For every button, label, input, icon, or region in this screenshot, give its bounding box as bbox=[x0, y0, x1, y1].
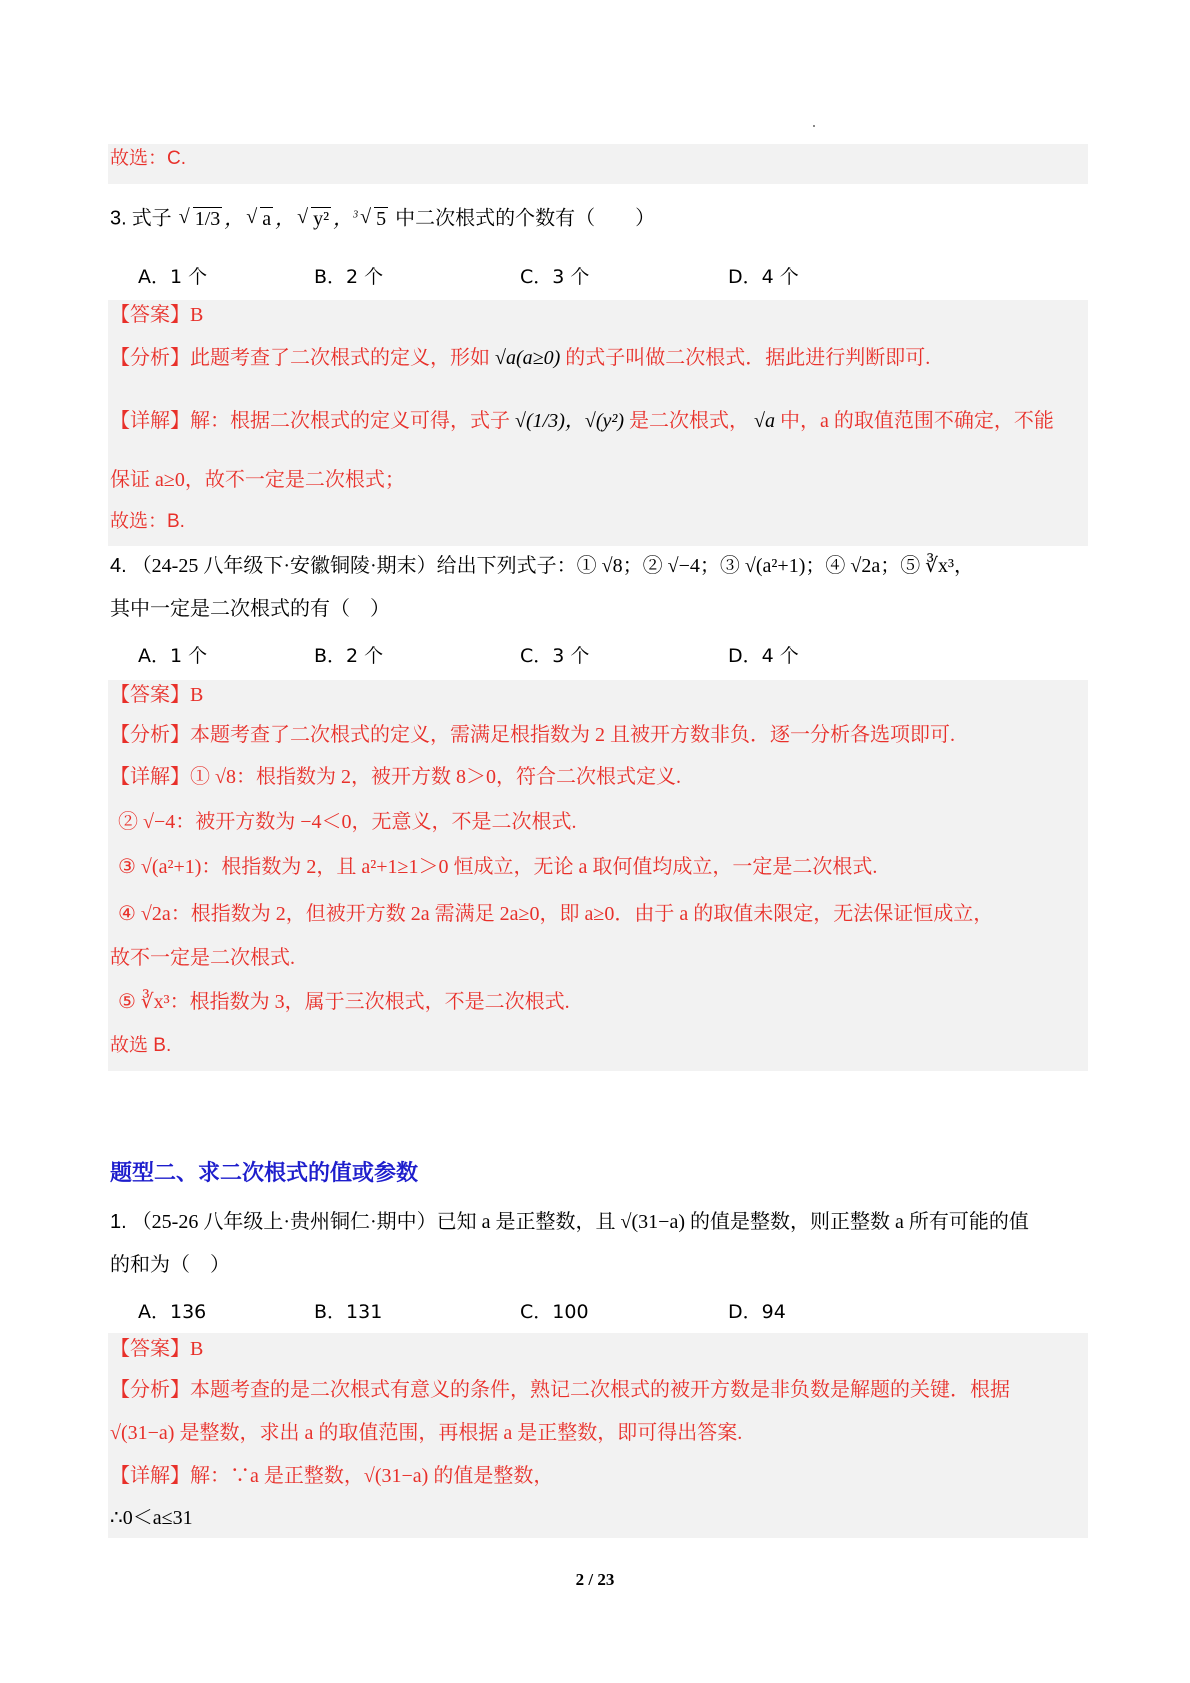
q4-analysis: 【分析】本题考查了二次根式的定义，需满足根指数为 2 且被开方数非负．逐一分析各选项即可. bbox=[110, 724, 955, 746]
s2q1-analysis-2: √(31−a) 是整数，求出 a 的取值范围，再根据 a 是正整数，即可得出答案. bbox=[110, 1422, 743, 1444]
q3-option-a[interactable]: A．1 个 bbox=[138, 266, 208, 288]
s2q1-option-c[interactable]: C．100 bbox=[520, 1301, 589, 1323]
q3-analysis: 【分析】此题考查了二次根式的定义，形如 √a(a≥0) 的式子叫做二次根式．据此进行判断即可. bbox=[110, 347, 931, 369]
s2q1-detail-2: ∴0＜a≤31 bbox=[110, 1507, 193, 1529]
q3-conclusion: 故选：B. bbox=[110, 511, 185, 532]
q3-option-b[interactable]: B．2 个 bbox=[314, 266, 384, 288]
q4-detail-5: 故不一定是二次根式. bbox=[110, 947, 295, 969]
s2q1-option-d[interactable]: D．94 bbox=[728, 1301, 786, 1323]
section-heading: 题型二、求二次根式的值或参数 bbox=[110, 1161, 419, 1186]
s2q1-stem: 1. （25-26 八年级上·贵州铜仁·期中）已知 a 是正整数，且 √(31−a) 的值是整数，则正整数 a 所有可能的值 bbox=[110, 1211, 1029, 1233]
s2q1-answer: 【答案】B bbox=[110, 1338, 204, 1360]
s2q1-analysis-1: 【分析】本题考查的是二次根式有意义的条件，熟记二次根式的被开方数是非负数是解题的关键．根据 bbox=[110, 1379, 1010, 1401]
q4-stem-line2: 其中一定是二次根式的有（ ） bbox=[110, 598, 390, 620]
q3-detail: 【详解】解：根据二次根式的定义可得，式子 √(1/3)，√(y²) 是二次根式， √a 中，a 的取值范围不确定，不能 bbox=[110, 410, 1054, 432]
q4-stem: 4. （24-25 八年级下·安徽铜陵·期末）给出下列式子：① √8；② √−4；③ √(a²+1)；④ √2a；⑤ ∛x³， bbox=[110, 555, 974, 577]
q4-option-a[interactable]: A．1 个 bbox=[138, 645, 208, 667]
q4-detail-6: ⑤ ∛x³：根指数为 3，属于三次根式，不是二次根式. bbox=[118, 991, 570, 1013]
q4-detail-1: 【详解】① √8：根指数为 2，被开方数 8＞0，符合二次根式定义. bbox=[110, 766, 681, 788]
q3-option-c[interactable]: C．3 个 bbox=[520, 266, 590, 288]
q4-detail-3: ③ √(a²+1)：根指数为 2，且 a²+1≥1＞0 恒成立，无论 a 取何值均成立，一定是二次根式. bbox=[118, 856, 878, 878]
s2q1-option-b[interactable]: B．131 bbox=[314, 1301, 383, 1323]
q4-detail-2: ② √−4：被开方数为 −4＜0，无意义，不是二次根式. bbox=[118, 811, 577, 833]
q4-option-c[interactable]: C．3 个 bbox=[520, 645, 590, 667]
q4-answer: 【答案】B bbox=[110, 684, 204, 706]
q3-expressions: √ 1/3 ， √ a ， √ y² ，$^3$ √ 5 bbox=[177, 208, 395, 230]
prev-conclusion: 故选：C. bbox=[110, 148, 187, 169]
s2q1-detail-1: 【详解】解：∵a 是正整数，√(31−a) 的值是整数， bbox=[110, 1465, 554, 1487]
q3-stem: 3. 式子 √ 1/3 ， √ a ， √ y² ，$^3$ √ 5 中二次根式的个数有（ ） bbox=[110, 203, 655, 231]
q4-conclusion: 故选 B. bbox=[110, 1035, 172, 1056]
prev-answer-box bbox=[108, 144, 1088, 184]
q4-detail-4: ④ √2a：根指数为 2，但被开方数 2a 需满足 2a≥0，即 a≥0．由于 a 的取值未限定，无法保证恒成立， bbox=[118, 903, 994, 925]
q3-option-d[interactable]: D．4 个 bbox=[728, 266, 799, 288]
q4-option-b[interactable]: B．2 个 bbox=[314, 645, 384, 667]
stray-dot bbox=[813, 125, 815, 127]
q3-detail-line2: 保证 a≥0，故不一定是二次根式； bbox=[110, 469, 405, 491]
q3-answer: 【答案】B bbox=[110, 304, 204, 326]
page-number: 2 / 23 bbox=[575, 1570, 615, 1589]
s2q1-option-a[interactable]: A．136 bbox=[138, 1301, 207, 1323]
s2q1-stem-line2: 的和为（ ） bbox=[110, 1254, 230, 1276]
q4-option-d[interactable]: D．4 个 bbox=[728, 645, 799, 667]
